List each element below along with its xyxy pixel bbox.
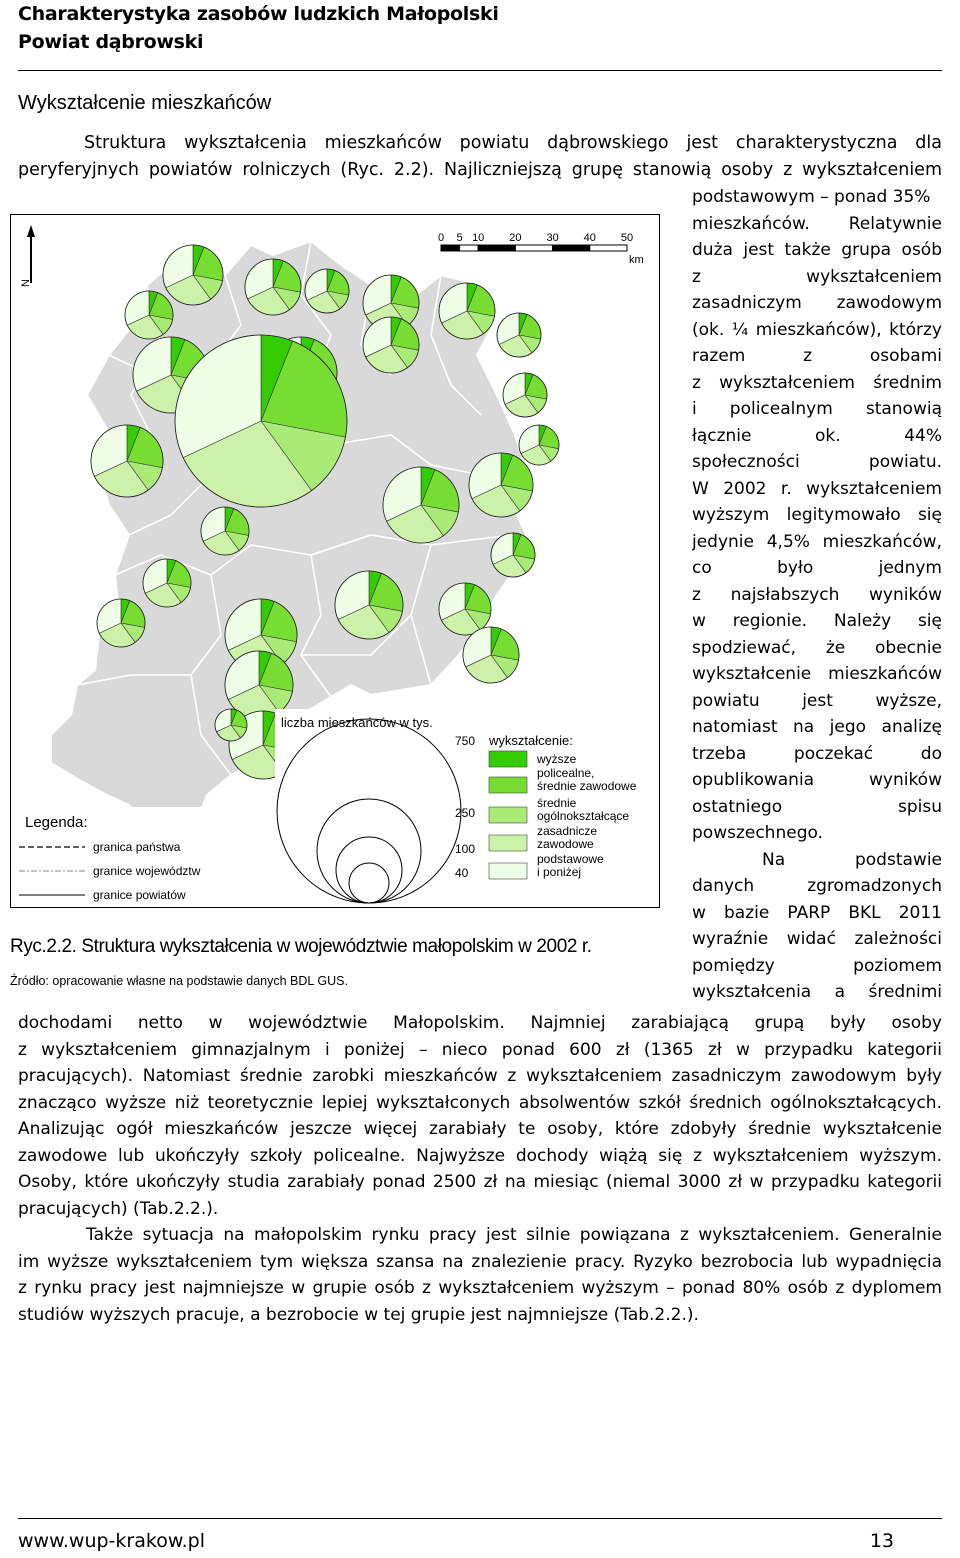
paragraph-line: Struktura wykształcenia mieszkańców powiatu dąbrowskiego jest charakterystyczna dla bbox=[84, 133, 942, 153]
footer-url: www.wup-krakow.pl bbox=[18, 1530, 205, 1552]
paragraph-line: peryferyjnych powiatów rolniczych (Ryc. 2.2). Najliczniejszą grupę stanowią osoby z wykształceniem bbox=[18, 159, 942, 180]
scale-segment bbox=[515, 245, 552, 251]
side-text-line: opublikowania wyników bbox=[692, 770, 942, 790]
side-text-line: z wykształceniem bbox=[692, 266, 942, 287]
north-label: N bbox=[20, 279, 32, 287]
side-text-line: mieszkańców. Relatywnie bbox=[692, 213, 942, 234]
side-text-line: pomiędzy poziomem bbox=[692, 955, 942, 976]
population-legend-title: liczba mieszkańców w tys. bbox=[281, 715, 433, 730]
side-text-line: trzeba poczekać do bbox=[692, 743, 942, 764]
scale-tick-label: 40 bbox=[583, 232, 596, 244]
map-svg bbox=[11, 215, 660, 908]
section-title: Wykształcenie mieszkańców bbox=[18, 92, 272, 114]
scale-tick-label: 5 bbox=[456, 232, 463, 244]
education-swatch bbox=[489, 777, 527, 793]
footer-divider bbox=[18, 1518, 942, 1519]
scale-tick-label: 20 bbox=[509, 232, 522, 244]
paragraph-line: pracujących). Natomiast średnie zarobki mieszkańców z wykształceniem zasadniczym zawodowym były bbox=[18, 1066, 942, 1086]
legend-line-label: granica państwa bbox=[93, 840, 181, 854]
figure-caption: Ryc.2.2. Struktura wykształcenia w województwie małopolskim w 2002 r. bbox=[10, 936, 592, 957]
scale-segment bbox=[478, 245, 515, 251]
legend-title: Legenda: bbox=[25, 814, 88, 831]
side-text-line: zasadniczym zawodowym bbox=[692, 293, 942, 313]
population-legend bbox=[275, 709, 657, 905]
education-label: średnie ogólnokształcące bbox=[537, 796, 630, 823]
page-header bbox=[18, 0, 942, 56]
page-number: 13 bbox=[869, 1530, 894, 1552]
side-text-line: spodziewać, że obecnie bbox=[692, 637, 942, 658]
education-swatch bbox=[489, 863, 527, 879]
paragraph-income bbox=[18, 1010, 942, 1328]
side-text-line: ostatniego spisu bbox=[692, 796, 942, 817]
paragraph-intro bbox=[18, 130, 942, 183]
scale-segment bbox=[460, 245, 479, 251]
education-label: zasadnicze zawodowe bbox=[537, 824, 598, 851]
scale-segment bbox=[441, 245, 460, 251]
side-text-line: wykształcenie mieszkańców bbox=[692, 664, 942, 684]
side-text-line: jedynie 4,5% mieszkańców, bbox=[692, 531, 942, 552]
legend-line-label: granice powiatów bbox=[93, 888, 186, 902]
side-text-line: razem z osobami bbox=[692, 346, 942, 366]
legend-line-label: granice województw bbox=[93, 864, 201, 878]
figure-source: Źródło: opracowanie własne na podstawie danych BDL GUS. bbox=[10, 974, 348, 988]
side-text-line: z najsłabszych wyników bbox=[692, 584, 942, 605]
header-divider bbox=[18, 70, 942, 71]
map-figure bbox=[10, 214, 660, 908]
side-text-line: w regionie. Należy się bbox=[692, 611, 942, 631]
side-text-line: i policealnym stanowią bbox=[692, 399, 942, 419]
paragraph-line: Analizując ogół mieszkańców jeszcze więcej zarabiały te osoby, które zdobyły średnie wykształcenie bbox=[18, 1119, 942, 1139]
header-title: Charakterystyka zasobów ludzkich Małopolski bbox=[18, 3, 499, 25]
header-subtitle: Powiat dąbrowski bbox=[18, 31, 204, 53]
scale-unit: km bbox=[629, 254, 644, 266]
paragraph-line: pracujących) (Tab.2.2.). bbox=[18, 1198, 219, 1219]
education-legend-title: wykształcenie: bbox=[489, 733, 573, 748]
side-text-line: natomiast na jego analizę bbox=[692, 717, 942, 737]
boundary-legend bbox=[17, 807, 221, 907]
side-text-line: wyraźnie widać zależności bbox=[692, 929, 942, 949]
education-label: podstawowe i poniżej bbox=[537, 852, 604, 879]
side-text-line: społeczności powiatu. bbox=[692, 452, 942, 472]
scale-tick-label: 10 bbox=[472, 232, 485, 244]
side-text-line: duża jest także grupa osób bbox=[692, 240, 942, 260]
side-text-line: wykształcenia a średnimi bbox=[692, 982, 942, 1002]
paragraph-line: Także sytuacja na małopolskim rynku pracy jest silnie powiązana z wykształceniem. Generalnie bbox=[86, 1225, 942, 1245]
side-text-line: z wykształceniem średnim bbox=[692, 372, 942, 393]
side-text-line: (ok. ¼ mieszkańców), którzy bbox=[692, 319, 942, 340]
side-text-line: podstawowym – ponad 35% bbox=[692, 187, 931, 207]
paragraph-line: zawodowe lub ukończyły szkoły policealne. Najwyższe dochody wiążą się z wykształceniem wyższym. bbox=[18, 1145, 942, 1166]
side-text-line: powszechnego. bbox=[692, 823, 823, 843]
education-swatch bbox=[489, 751, 527, 767]
population-value: 100 bbox=[455, 842, 476, 856]
north-arrow bbox=[20, 225, 35, 287]
education-label: policealne, średnie zawodowe bbox=[537, 766, 637, 793]
scale-tick-label: 50 bbox=[620, 232, 634, 244]
education-swatch bbox=[489, 835, 527, 851]
side-text-line: co było jednym bbox=[692, 558, 942, 578]
population-value: 40 bbox=[455, 866, 469, 880]
side-text-line: danych zgromadzonych bbox=[692, 876, 942, 896]
paragraph-line: znacząco wyższe niż teoretycznie lepiej wykształconych absolwentów szkół średnich ogólnokształcących. bbox=[18, 1092, 942, 1113]
paragraph-line: Osoby, które ukończyły studia zarabiały ponad 2500 zł na miesiąc (niemal 3000 zł w przypadku kategorii bbox=[18, 1172, 942, 1192]
scale-segment bbox=[590, 245, 627, 251]
paragraph-line: dochodami netto w województwie Małopolskim. Najmniej zarabiającą grupą były osoby bbox=[18, 1013, 942, 1033]
side-text-line: Na podstawie bbox=[762, 849, 942, 870]
side-text-column bbox=[692, 184, 942, 1006]
side-text-line: łącznie ok. 44% bbox=[692, 425, 942, 446]
scale-tick-label: 0 bbox=[437, 232, 445, 244]
population-value: 250 bbox=[455, 806, 476, 820]
population-value: 750 bbox=[455, 734, 476, 748]
side-text-line: powiatu jest wyższe, bbox=[692, 690, 942, 711]
side-text-line: W 2002 r. wykształceniem bbox=[692, 478, 942, 499]
scale-segment bbox=[553, 245, 590, 251]
side-text-line: w bazie PARP BKL 2011 bbox=[692, 902, 942, 923]
paragraph-line: z wykształceniem gimnazjalnym i poniżej – nieco ponad 600 zł (1365 zł w przypadku kategorii bbox=[18, 1039, 942, 1060]
education-swatch bbox=[489, 807, 527, 823]
paragraph-line: studiów wyższych pracuje, a bezrobocie w tej grupie jest najmniejsze (Tab.2.2.). bbox=[18, 1304, 699, 1325]
scale-bar bbox=[438, 232, 644, 266]
paragraph-line: z rynku pracy jest najmniejsze w grupie osób z wykształceniem wyższym – ponad 80% osób z dyplomem bbox=[18, 1278, 942, 1298]
side-text-line: wyższym legitymowało się bbox=[692, 505, 942, 525]
scale-tick-label: 30 bbox=[546, 232, 559, 244]
paragraph-line: im wyższe wykształceniem tym większa szansa na znalezienie pracy. Ryzyko bezrobocia lub wypadnięcia bbox=[18, 1251, 942, 1272]
education-label: wyższe bbox=[537, 752, 577, 766]
